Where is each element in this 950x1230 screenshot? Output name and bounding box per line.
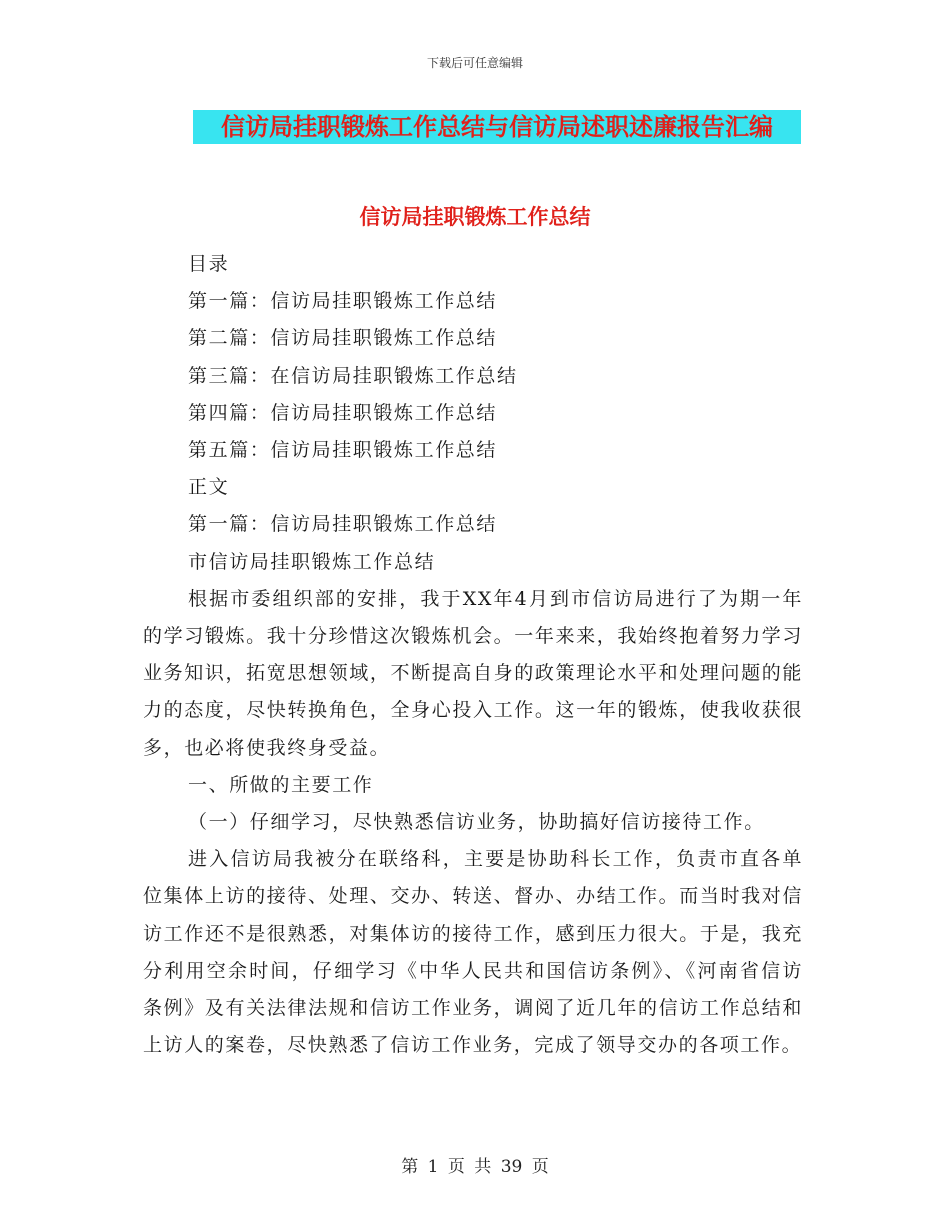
toc-item: 第四篇：信访局挂职锻炼工作总结 [188, 401, 498, 424]
section-title: 信访局挂职锻炼工作总结 [359, 205, 591, 229]
page-number: 第 1 页 共 39 页 [401, 1157, 549, 1177]
body-paragraph: （一）仔细学习，尽快熟悉信访业务，协助搞好信访接待工作。 [188, 811, 765, 834]
body-paragraph: 目录 [188, 253, 230, 275]
document-body [143, 246, 803, 1064]
toc-item: 第五篇：信访局挂职锻炼工作总结 [188, 439, 498, 462]
body-paragraph: 市信访局挂职锻炼工作总结 [188, 550, 436, 573]
body-paragraph: 一、所做的主要工作 [188, 773, 374, 796]
toc-item: 第二篇：信访局挂职锻炼工作总结 [188, 327, 498, 350]
body-paragraph: 第一篇：信访局挂职锻炼工作总结 [188, 513, 498, 536]
body-paragraph: 根据市委组织部的安排，我于XX年4月到市信访局进行了为期一年的学习锻炼。我十分珍惜这次锻炼机会。一年来来，我始终抱着努力学习业务知识，拓宽思想领域，不断提高自身的政策理论水平和处理问题的能力的态度，尽快转换角色，全身心投入工作。这一年的锻炼，使我收获很多，也必将使我终身受益。 [143, 587, 803, 759]
body-paragraph: 进入信访局我被分在联络科，主要是协助科长工作，负责市直各单位集体上访的接待、处理、交办、转送、督办、办结工作。而当时我对信访工作还不是很熟悉，对集体访的接待工作，感到压力很大。于是，我充分利用空余时间，仔细学习《中华人民共和国信访条例》、《河南省信访条例》及有关法律法规和信访工作业务，调阅了近几年的信访工作总结和上访人的案卷，尽快熟悉了信访工作业务，完成了领导交办的各项工作。 [143, 848, 803, 1057]
toc-item: 第三篇：在信访局挂职锻炼工作总结 [188, 364, 518, 387]
body-paragraph: 正文 [188, 476, 230, 499]
document-title: 信访局挂职锻炼工作总结与信访局述职述廉报告汇编 [193, 110, 801, 144]
page-header: 下载后可任意编辑 [426, 56, 523, 70]
toc-item: 第一篇：信访局挂职锻炼工作总结 [188, 290, 498, 313]
